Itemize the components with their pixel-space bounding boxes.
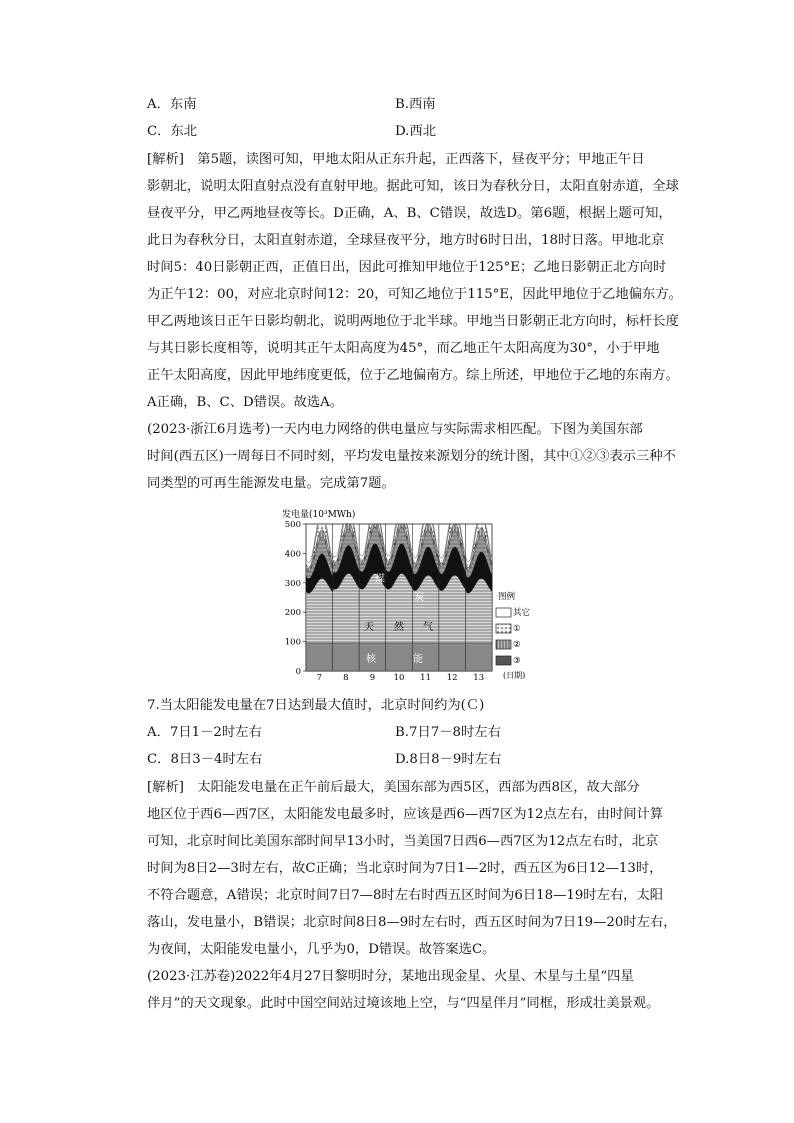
- legend-swatch: [496, 640, 511, 649]
- q7-stem: 7.当太阳能发电量在7日达到最大值时，北京时间约为(Ｃ): [147, 698, 485, 713]
- q7-option-c: C．8日3－4时左右: [147, 752, 263, 767]
- x-tick-label: 7: [316, 673, 322, 683]
- analysis1-line: 此日为春秋分日，太阳直射赤道，全球昼夜平分，地方时6时日出，18时日落。甲地北京: [147, 233, 665, 248]
- y-axis-label: 发电量(10³MWh): [282, 510, 356, 520]
- y-tick-label: 400: [284, 549, 301, 560]
- analysis1-line: 甲乙两地该日正午日影均朝北，说明两地位于北半球。甲地当日影朝正北方向时，标杆长度: [147, 314, 679, 329]
- legend-swatch: [496, 624, 511, 633]
- q7-option-a: A．7日1－2时左右: [147, 725, 262, 740]
- analysis1-line: 昼夜平分，甲乙两地昼夜等长。D正确，A、B、C错误，故选D。第6题，根据上题可知，: [147, 206, 672, 221]
- y-tick-label: 300: [284, 578, 301, 589]
- final-line: 伴月”的天文现象。此时中国空间站过境该地上空，与“四星伴月”同框，形成壮美景观。: [147, 996, 660, 1011]
- band-label-nuclear: 能: [413, 654, 423, 665]
- analysis1-line: 时间5：40日影朝正西，正值日出，因此可推知甲地位于125°E；乙地日影朝正北方向时: [147, 260, 667, 275]
- chart-svg: [280, 506, 531, 688]
- q5-option-a: A．东南: [147, 97, 197, 112]
- analysis2-line: 可知，北京时间比美国东部时间早13小时，当美国7日西6—西7区为12点左右时，北京: [147, 834, 659, 849]
- analysis2-line: 落山，发电量小，B错误；北京时间8日8—9时左右时，西五区时间为7日19—20时左右，: [147, 915, 677, 930]
- analysis2-line: 不符合题意，A错误；北京时间7日7—8时左右时西五区时间为6日18—19时左右，太阳: [147, 888, 664, 903]
- legend-label: ②: [513, 640, 521, 650]
- legend-label: ③: [513, 656, 521, 666]
- analysis2-line: [解析] 太阳能发电量在正午前后最大，美国东部为西5区，西部为西8区，故大部分: [147, 780, 640, 795]
- analysis1-line: 正午太阳高度，因此甲地纬度更低，位于乙地偏南方。综上所述，甲地位于乙地的东南方。: [147, 368, 679, 383]
- intro-line: (2023·浙江6月选考)一天内电力网络的供电量应与实际需求相匹配。下图为美国东部: [147, 422, 643, 437]
- band-label-gas: 天: [364, 622, 374, 633]
- legend-swatch: [496, 608, 511, 617]
- y-tick-label: 100: [284, 637, 301, 648]
- x-tick-label: 9: [369, 673, 376, 683]
- x-tick-label: 8: [343, 673, 349, 683]
- analysis1-line: 影朝北，说明太阳直射点没有直射甲地。据此可知，该日为春秋分日，太阳直射赤道，全球: [147, 179, 679, 194]
- legend-label: 其它: [513, 608, 531, 618]
- band-nuclear: [306, 643, 492, 671]
- analysis1-line: A正确，B、C、D错误。故选A。: [147, 395, 344, 410]
- legend-swatch: [496, 656, 511, 665]
- band-label-gas: 气: [423, 622, 433, 633]
- band-label-nuclear: 核: [366, 654, 376, 665]
- x-tick-label: 10: [393, 673, 405, 683]
- analysis2-line: 地区位于西6—西7区，太阳能发电最多时，应该是西6—西7区为12点左右，由时间计算: [147, 807, 664, 822]
- q5-option-d: D.西北: [395, 124, 437, 139]
- analysis1-line: 与其日影长度相等，说明其正午太阳高度为45°，而乙地正午太阳高度为30°，小于甲地: [147, 341, 660, 356]
- power-generation-chart: [280, 506, 531, 688]
- analysis2-line: 时间为8日2—3时左右，故C正确；当北京时间为7日1—2时，西五区为6日12—13时，: [147, 861, 663, 876]
- q7-option-b: B.7日7－8时左右: [395, 725, 501, 740]
- band-label-coal: 炭: [414, 592, 424, 603]
- legend-label: ①: [513, 624, 521, 634]
- x-tick-label: 12: [446, 673, 458, 683]
- x-axis-label: (日期): [503, 671, 526, 680]
- analysis1-line: [解析] 第5题，读图可知，甲地太阳从正东升起，正西落下，昼夜平分；甲地正午日: [147, 152, 645, 167]
- y-tick-label: 0: [295, 667, 301, 677]
- final-line: (2023·江苏卷)2022年4月27日黎明时分，某地出现金星、火星、木星与土星“四星: [147, 969, 634, 984]
- x-tick-label: 11: [420, 673, 431, 683]
- band-label-gas: 然: [394, 622, 404, 633]
- q5-option-b: B.西南: [395, 97, 436, 112]
- analysis1-line: 为正午12：00，对应北京时间12：20，可知乙地位于115°E，因此甲地位于乙地偏东方。: [147, 287, 682, 302]
- legend-title: 图例: [498, 592, 516, 602]
- y-tick-label: 200: [284, 608, 301, 619]
- intro-line: 时间(西五区)一周每日不同时刻，平均发电量按来源划分的统计图，其中①②③表示三种不: [147, 449, 676, 464]
- q7-option-d: D.8日8－9时左右: [395, 752, 502, 767]
- intro-line: 同类型的可再生能源发电量。完成第7题。: [147, 476, 395, 491]
- band-label-coal: 煤: [375, 574, 385, 585]
- y-tick-label: 500: [284, 520, 301, 530]
- analysis2-line: 为夜间，太阳能发电量小，几乎为0，D错误。故答案选C。: [147, 942, 496, 957]
- q5-option-c: C．东北: [147, 124, 198, 139]
- x-tick-label: 13: [473, 673, 485, 683]
